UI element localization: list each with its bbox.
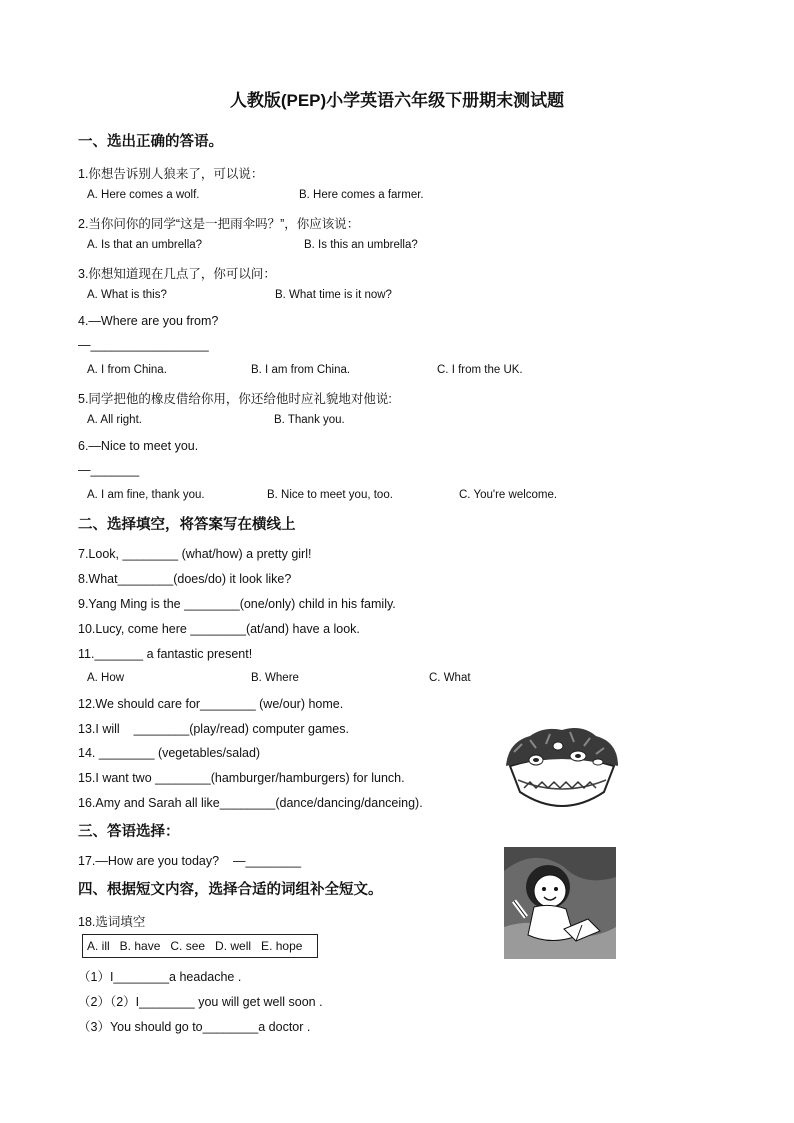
q11-option-b: B. Where xyxy=(251,672,299,684)
q6-option-a: A. I am fine, thank you. xyxy=(87,489,205,501)
word-choice-box xyxy=(82,934,318,958)
q3-stem: 3.你想知道现在几点了，你可以问： xyxy=(78,267,276,281)
q11-stem: 11._______ a fantastic present! xyxy=(78,647,253,661)
q11-option-c: C. What xyxy=(429,672,471,684)
q11-option-a: A. How xyxy=(87,672,125,684)
page-title: 人教版(PEP)小学英语六年级下册期末测试题 xyxy=(229,91,565,110)
q17: 17.—How are you today? —________ xyxy=(78,854,302,868)
salad-bowl-image xyxy=(500,722,624,818)
q6-option-b: B. Nice to meet you, too. xyxy=(267,489,393,501)
q12: 12.We should care for________ (we/our) home. xyxy=(78,697,344,711)
q3-option-a: A. What is this? xyxy=(87,289,167,301)
q2-stem: 2.当你问你的同学“这是一把雨伞吗？”，你应该说： xyxy=(78,217,360,231)
q6-answer-blank: —_______ xyxy=(78,463,140,477)
word-choice-options: A. ill B. have C. see D. well E. hope xyxy=(87,939,303,953)
q18-line-3: （3）You should go to________a doctor . xyxy=(78,1020,311,1034)
q16: 16.Amy and Sarah all like________(dance/dancing/danceing). xyxy=(78,796,423,810)
section-3-heading: 三、答语选择： xyxy=(78,824,180,840)
q4-stem: 4.—Where are you from? xyxy=(78,314,219,328)
q18-line-2: （2）（2）I________ you will get well soon . xyxy=(78,995,323,1009)
q5-option-a: A. All right. xyxy=(87,414,142,426)
q2-option-b: B. Is this an umbrella? xyxy=(304,239,418,251)
q6-option-c: C. You're welcome. xyxy=(459,489,558,501)
q4-answer-blank: —_________________ xyxy=(78,338,209,352)
girl-reading-image xyxy=(504,847,616,959)
q10: 10.Lucy, come here ________(at/and) have a look. xyxy=(78,622,360,636)
q3-option-b: B. What time is it now? xyxy=(275,289,392,301)
q1-stem: 1.你想告诉别人狼来了，可以说： xyxy=(78,167,264,181)
q18-stem: 18.选词填空 xyxy=(78,915,146,929)
q13: 13.I will ________(play/read) computer games. xyxy=(78,722,349,736)
q15: 15.I want two ________(hamburger/hamburgers) for lunch. xyxy=(78,771,405,785)
section-4-heading: 四、根据短文内容，选择合适的词组补全短文。 xyxy=(78,882,383,898)
q1-option-a: A. Here comes a wolf. xyxy=(87,189,200,201)
q14: 14. ________ (vegetables/salad) xyxy=(78,746,261,760)
q1-option-b: B. Here comes a farmer. xyxy=(299,189,424,201)
q6-stem: 6.—Nice to meet you. xyxy=(78,439,199,453)
q5-option-b: B. Thank you. xyxy=(274,414,345,426)
q9: 9.Yang Ming is the ________(one/only) child in his family. xyxy=(78,597,396,611)
q2-option-a: A. Is that an umbrella? xyxy=(87,239,203,251)
q7: 7.Look, ________ (what/how) a pretty girl! xyxy=(78,547,312,561)
q4-option-a: A. I from China. xyxy=(87,364,167,376)
section-2-heading: 二、选择填空，将答案写在横线上 xyxy=(78,517,296,533)
q4-option-c: C. I from the UK. xyxy=(437,364,523,376)
q4-option-b: B. I am from China. xyxy=(251,364,351,376)
section-1-heading: 一、选出正确的答语。 xyxy=(78,134,223,150)
q5-stem: 5.同学把他的橡皮借给你用，你还给他时应礼貌地对他说: xyxy=(78,392,392,406)
q18-line-1: （1）I________a headache . xyxy=(78,970,242,984)
q8: 8.What________(does/do) it look like? xyxy=(78,572,292,586)
